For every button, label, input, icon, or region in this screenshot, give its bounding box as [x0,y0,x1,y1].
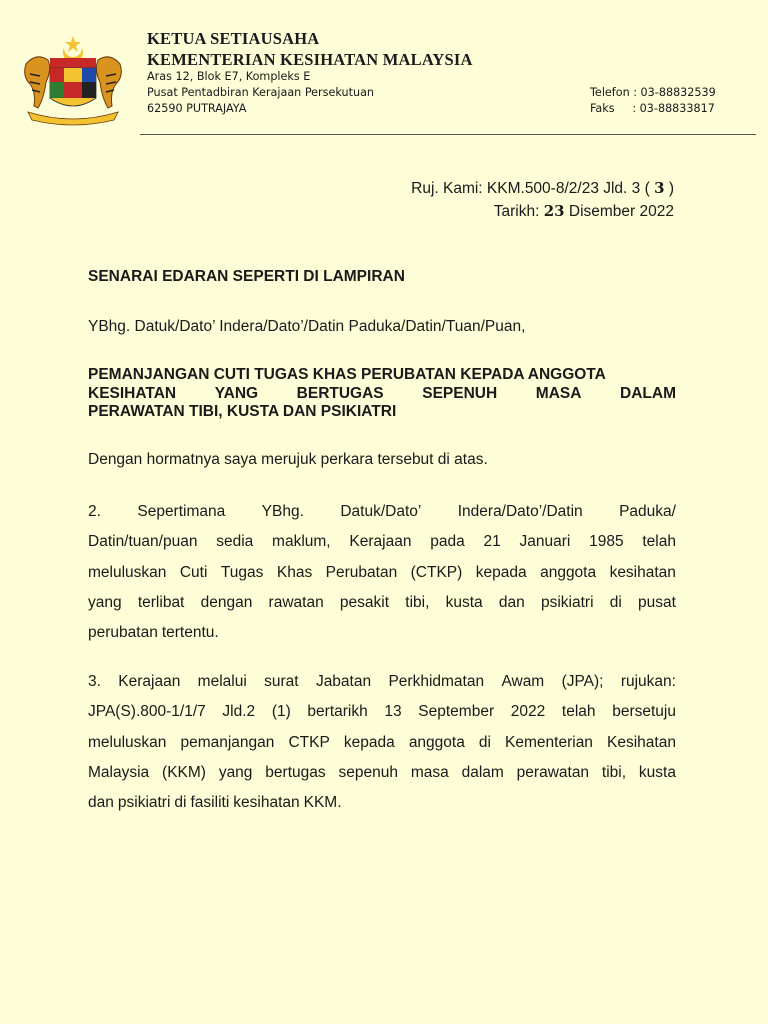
paragraph-word: 3. [88,673,101,690]
paragraph-line [88,588,676,618]
paragraph-line [88,697,676,727]
paragraph-word: perawatan [516,763,590,781]
paragraph-word: tertentu. [161,624,219,642]
subject-line [88,366,676,385]
paragraph-word: terlibat [137,593,185,611]
ruj-handwritten-number: 3 [654,179,665,197]
letterhead-divider [140,134,756,135]
paragraph-word: kepada [475,563,527,581]
paragraph-word: meluluskan [88,563,167,581]
address-line: 62590 PUTRAJAYA [147,102,247,115]
paragraph-word: Datuk/Dato’ [340,503,422,520]
paragraph-word: tibi, [601,763,627,781]
paragraph-word: Tugas [220,563,264,581]
recipient-line: SENARAI EDARAN SEPERTI DI LAMPIRAN [88,268,405,285]
paragraph-word: pesakit [339,593,390,611]
paragraph-word: Cuti [179,563,208,581]
paragraph-word: kusta [445,593,483,611]
paragraph-line [88,527,676,557]
paragraph-word: rawatan [268,593,324,611]
paragraph-word: 2. [88,503,101,520]
paragraph-word: Indera/Dato’/Datin [457,503,583,520]
ruj-prefix: Ruj. Kami: KKM.500-8/2/23 Jld. 3 ( [411,180,650,197]
letterhead-address [147,69,374,117]
paragraph-word: Awam [501,673,545,690]
paragraph-word: Januari [519,533,571,551]
reference-block [411,177,674,223]
paragraph-2 [88,497,676,648]
letterhead-title-line1: KETUA SETIAUSAHA [147,29,320,48]
paragraph-word: melalui [197,673,247,690]
paragraph-word: masa [410,763,449,781]
paragraph-word: (CTKP) [410,563,463,581]
tarikh-label: Tarikh: [493,203,540,220]
subject-text: PEMANJANGAN CUTI TUGAS KHAS PERUBATAN KEPADA ANGGOTA [88,366,606,383]
paragraph-word: di [174,794,187,812]
paragraph-word: dan [88,794,114,812]
paragraph-word: Kementerian [505,733,593,751]
paragraph-line [88,667,676,697]
letterhead-contact [590,85,716,117]
paragraph-word: Jld.2 [222,703,256,721]
paragraph-word: di [478,733,491,751]
paragraph-word: September [418,703,495,721]
paragraph-word: Kesihatan [607,733,676,751]
paragraph-line [88,558,676,588]
paragraph-line [88,618,676,648]
paragraph-word: 21 [483,533,501,551]
paragraph-word: JPA(S).800-1/1/7 [88,703,206,721]
paragraph-word: kesihatan [233,794,300,812]
paragraph-word: pusat [638,593,676,611]
paragraph-word: Paduka/ [619,503,676,520]
paragraph-word: bersetuju [612,703,676,721]
subject-word: KESIHATAN [88,384,177,402]
letterhead-title-line2: KEMENTERIAN KESIHATAN MALAYSIA [147,50,473,69]
paragraph-word: perubatan [88,624,158,642]
paragraph-word: bertarikh [307,703,368,721]
paragraph-word: CTKP [288,733,330,751]
paragraph-word: surat [264,673,299,690]
paragraph-word: Perubatan [325,563,398,581]
subject-word: SEPENUH [422,384,498,402]
paragraph-word: Malaysia [88,763,150,781]
paragraph-word: Sepertimana [137,503,226,520]
paragraph-word: Kerajaan [349,533,412,551]
paragraph-word: tibi, [405,593,430,611]
subject-line: PERAWATAN TIBI, KUSTA DAN PSIKIATRI [88,403,397,420]
paragraph-word: Jabatan [315,673,372,690]
paragraph-word: anggota [540,563,597,581]
paragraph-word: dengan [200,593,253,611]
paragraph-word: psikiatri [117,794,171,812]
paragraph-word: sedia [216,533,254,551]
paragraph-word: fasiliti [190,794,230,812]
subject-word: MASA [535,384,582,402]
paragraph-word: 2022 [510,703,546,721]
malaysia-coat-of-arms-icon [18,34,128,126]
faks-number: Faks : 03-88833817 [590,102,715,115]
paragraph-word: di [609,593,622,611]
paragraph-word: anggota [408,733,465,751]
paragraph-word: telah [561,703,596,721]
subject-word: BERTUGAS [296,384,384,402]
paragraph-word: yang [218,763,253,781]
subject-line [88,385,676,404]
paragraph-word: maklum, [272,533,331,551]
paragraph-word: (1) [271,703,291,721]
ruj-suffix: ) [668,180,674,197]
paragraph-word: kusta [638,763,676,781]
paragraph-word: rujukan: [620,673,676,690]
paragraph-word: Kerajaan [118,673,181,690]
paragraph-word: yang [88,593,122,611]
paragraph-3 [88,667,676,818]
paragraph-word: meluluskan [88,733,167,751]
reference-number [411,177,674,200]
paragraph-line [88,788,676,818]
paragraph-word: (KKM) [162,763,206,781]
paragraph-word: Datin/tuan/puan [88,533,198,551]
paragraph-line [88,497,676,527]
paragraph-word: Khas [276,563,313,581]
paragraph-word: pada [430,533,465,551]
address-line: Aras 12, Blok E7, Kompleks E [147,70,311,83]
telefon-number: Telefon : 03-88832539 [590,86,716,99]
paragraph-word: bertugas [265,763,326,781]
reference-date [411,200,674,223]
paragraph-word: kepada [343,733,395,751]
paragraph-word: sepenuh [338,763,398,781]
tarikh-month-year: Disember 2022 [568,203,674,220]
subject-heading [88,366,676,422]
tarikh-handwritten-day: 23 [543,202,565,220]
subject-word: YANG [214,384,259,402]
paragraph-word: YBhg. [261,503,304,520]
address-line: Pusat Pentadbiran Kerajaan Persekutuan [147,86,375,99]
paragraph-word: KKM. [303,794,342,812]
salutation: YBhg. Datuk/Dato’ Indera/Dato’/Datin Paduka/Datin/Tuan/Puan, [88,318,526,335]
paragraph-word: (JPA); [561,673,604,690]
paragraph-word: telah [642,533,676,551]
paragraph-word: pemanjangan [180,733,275,751]
paragraph-word: kesihatan [609,563,676,581]
paragraph-line [88,758,676,788]
paragraph-word: psikiatri [540,593,594,611]
paragraph-word: Perkhidmatan [388,673,485,690]
paragraph-word: 13 [384,703,402,721]
paragraph-word: 1985 [589,533,624,551]
opening-sentence: Dengan hormatnya saya merujuk perkara tersebut di atas. [88,451,488,468]
subject-word: DALAM [620,384,676,402]
paragraph-word: dan [498,593,525,611]
paragraph-word: dalam [461,763,504,781]
paragraph-line [88,728,676,758]
